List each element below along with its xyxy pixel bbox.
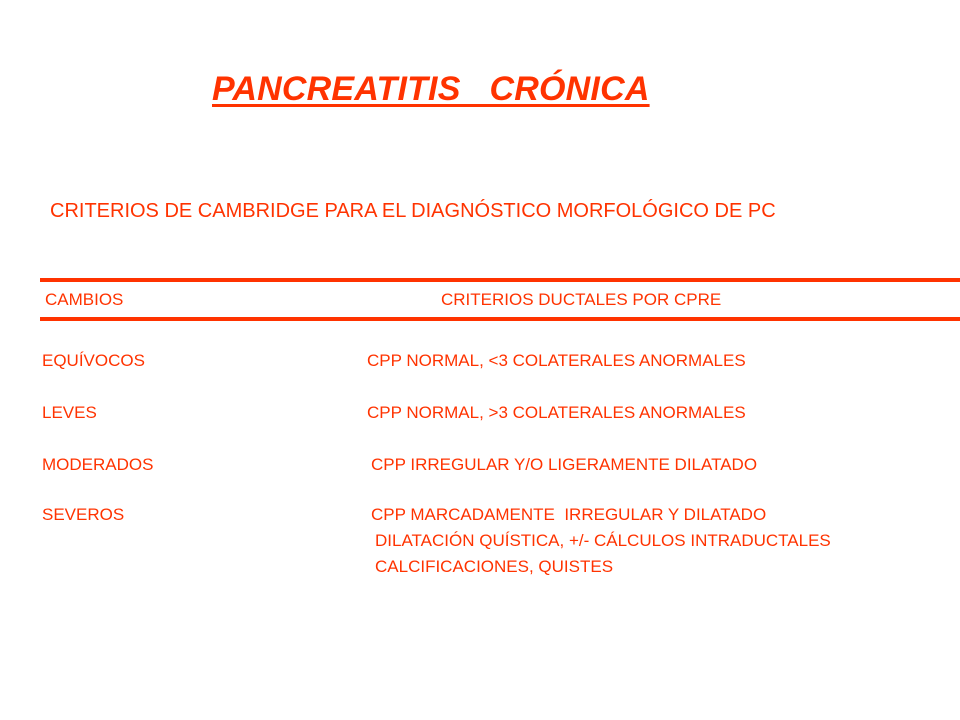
row-criterio-severos-1: CPP MARCADAMENTE IRREGULAR Y DILATADO (371, 505, 767, 524)
row-cambio-moderados: MODERADOS (42, 455, 154, 474)
row-criterio-equivocos: CPP NORMAL, <3 COLATERALES ANORMALES (367, 351, 746, 370)
row-criterio-severos-2: DILATACIÓN QUÍSTICA, +/- CÁLCULOS INTRADUCTALES (375, 531, 831, 550)
row-cambio-equivocos: EQUÍVOCOS (42, 351, 145, 370)
column-header-criterios: CRITERIOS DUCTALES POR CPRE (441, 290, 722, 309)
column-header-cambios: CAMBIOS (45, 290, 124, 309)
row-criterio-leves: CPP NORMAL, >3 COLATERALES ANORMALES (367, 403, 746, 422)
row-criterio-severos-3: CALCIFICACIONES, QUISTES (375, 557, 614, 576)
table-rule-top (40, 278, 960, 282)
row-cambio-severos: SEVEROS (42, 505, 125, 524)
subtitle: CRITERIOS DE CAMBRIDGE PARA EL DIAGNÓSTICO MORFOLÓGICO DE PC (50, 200, 776, 222)
table-rule-bottom (40, 317, 960, 321)
row-cambio-leves: LEVES (42, 403, 97, 422)
page-title: PANCREATITIS CRÓNICA (212, 70, 650, 108)
row-criterio-moderados: CPP IRREGULAR Y/O LIGERAMENTE DILATADO (371, 455, 758, 474)
